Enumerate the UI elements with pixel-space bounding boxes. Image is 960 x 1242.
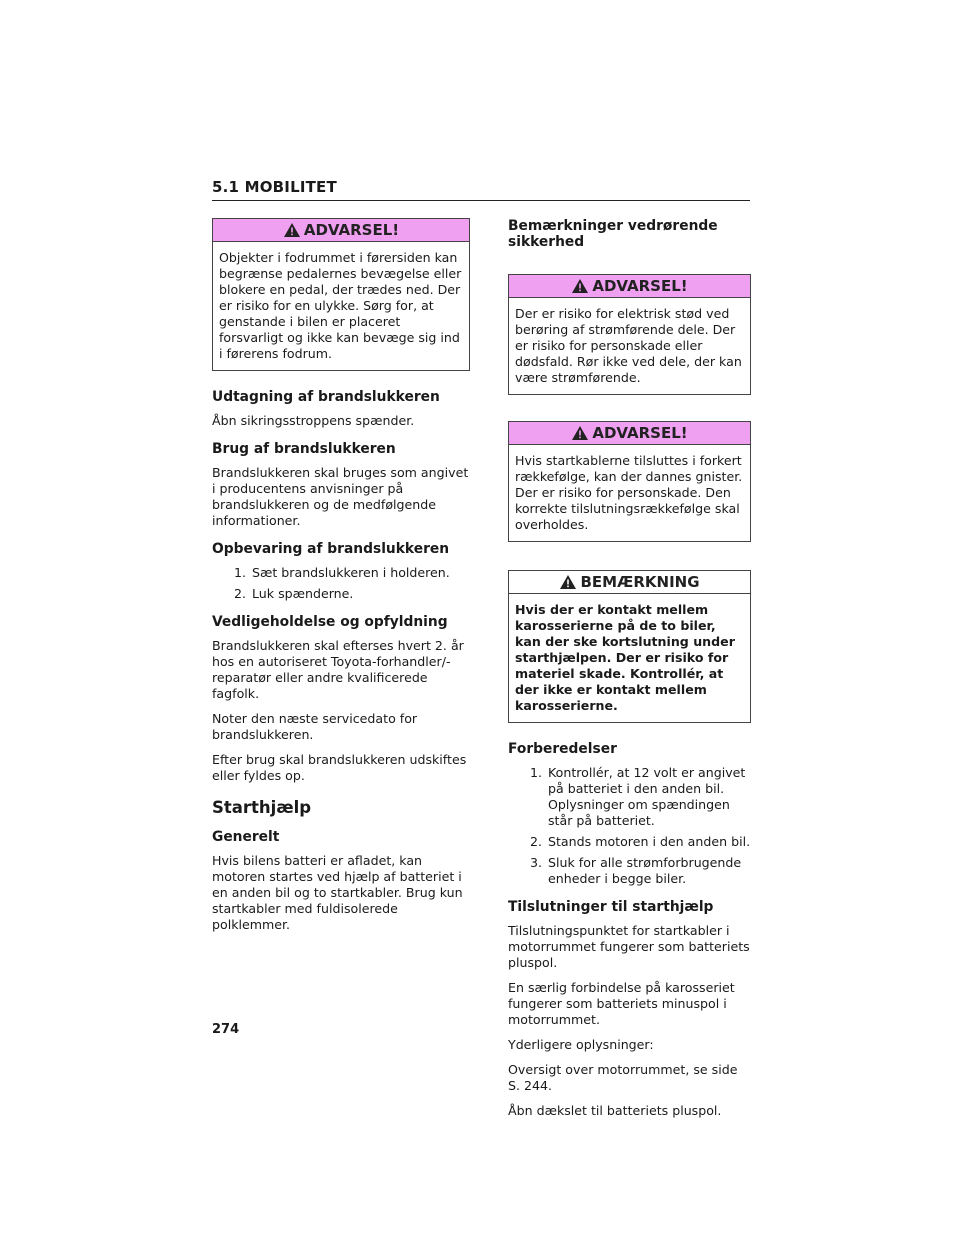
heading-brug: Brug af brandslukkeren [212, 441, 396, 457]
warning-box-sparks [508, 421, 751, 542]
list-item: 3. Sluk for alle strømforbrugende enheder i begge biler. [530, 855, 742, 886]
text-tilslut-2: En særlig forbindelse på karosseriet fungerer som batteriets minuspol i motorrummet. [508, 980, 735, 1027]
page-number: 274 [212, 1022, 240, 1037]
warning-title: ADVARSEL! [592, 277, 688, 295]
text-tilslut-1: Tilslutningspunktet for startkabler i motorrummet fungerer som batteriets pluspol. [508, 923, 750, 970]
notice-header [509, 571, 750, 594]
heading-tilslutninger: Tilslutninger til starthjælp [508, 899, 714, 915]
notice-box [508, 570, 751, 723]
text-vedligehold-2: Noter den næste servicedato for brandslukkeren. [212, 711, 418, 742]
text-tilslut-4: Oversigt over motorrummet, se side S. 244. [508, 1062, 738, 1093]
warning-text: Der er risiko for elektrisk stød ved berøring af strømførende dele. Der er risiko for personskade eller dødsfald. Rør ikke ved dele, der kan være strømførende. [515, 306, 742, 385]
warning-triangle-icon [571, 425, 589, 441]
list-item: 2. Luk spænderne. [234, 586, 354, 601]
heading-starthjaelp: Starthjælp [212, 798, 312, 817]
notice-text: Hvis der er kontakt mellem karosserierne på de to biler, kan der ske kortslutning under starthjælpen. Der er risiko for materiel skade. Kontrollér, at der ikke er kontakt mellem karosserierne. [515, 602, 735, 713]
heading-forberedelser: Forberedelser [508, 741, 617, 757]
heading-sikkerhed: Bemærkninger vedrørende sikkerhed [508, 218, 718, 250]
warning-triangle-icon [283, 222, 301, 238]
list-item: 2. Stands motoren i den anden bil. [530, 834, 751, 849]
text-generelt: Hvis bilens batteri er afladet, kan motoren startes ved hjælp af batteriet i en anden bil og to startkabler. Brug kun startkabler med fuldisolerede polklemmer. [212, 853, 463, 932]
warning-triangle-icon [571, 278, 589, 294]
warning-title: ADVARSEL! [592, 424, 688, 442]
warning-box-pedals [212, 218, 470, 371]
warning-title: ADVARSEL! [303, 221, 400, 239]
text-udtagning: Åbn sikringsstroppens spænder. [212, 413, 415, 428]
warning-text: Objekter i fodrummet i førersiden kan begrænse pedalernes bevægelse eller blokere en pedal, der trædes ned. Der er risiko for en ulykke. Sørg for, at genstande i bilen er placeret forsvarligt og ikke kan bevæge sig ind i førerens fodrum. [219, 250, 462, 361]
warning-header [509, 275, 750, 298]
opbevaring-list [212, 565, 470, 602]
heading-opbevaring: Opbevaring af brandslukkeren [212, 541, 450, 557]
heading-vedligehold: Vedligeholdelse og opfyldning [212, 614, 448, 630]
heading-generelt: Generelt [212, 829, 280, 845]
warning-box-shock [508, 274, 751, 395]
text-vedligehold-3: Efter brug skal brandslukkeren udskiftes eller fyldes op. [212, 752, 467, 783]
warning-header [509, 422, 750, 445]
warning-header [213, 219, 469, 242]
list-item: 1. Kontrollér, at 12 volt er angivet på batteriet i den anden bil. Oplysninger om spændingen står på batteriet. [530, 765, 746, 828]
warning-triangle-icon [559, 574, 577, 590]
text-tilslut-5: Åbn dækslet til batteriets pluspol. [508, 1103, 722, 1118]
section-header: 5.1 MOBILITET [212, 178, 750, 201]
text-tilslut-3: Yderligere oplysninger: [508, 1037, 654, 1052]
forberedelser-list [508, 765, 751, 887]
text-vedligehold-1: Brandslukkeren skal efterses hvert 2. år hos en autoriseret Toyota-forhandler/-reparatør eller andre kvalificerede fagfolk. [212, 638, 464, 701]
list-item: 1. Sæt brandslukkeren i holderen. [234, 565, 450, 580]
left-column [212, 218, 470, 942]
text-brug: Brandslukkeren skal bruges som angivet i producentens anvisninger på brandslukkeren og de medfølgende informationer. [212, 465, 469, 528]
warning-text: Hvis startkablerne tilsluttes i forkert rækkefølge, kan der dannes gnister. Der er risiko for personskade. Den korrekte tilslutningsrækkefølge skal overholdes. [515, 453, 743, 532]
notice-title: BEMÆRKNING [580, 573, 700, 591]
heading-udtagning: Udtagning af brandslukkeren [212, 389, 440, 405]
right-column [508, 218, 751, 1128]
